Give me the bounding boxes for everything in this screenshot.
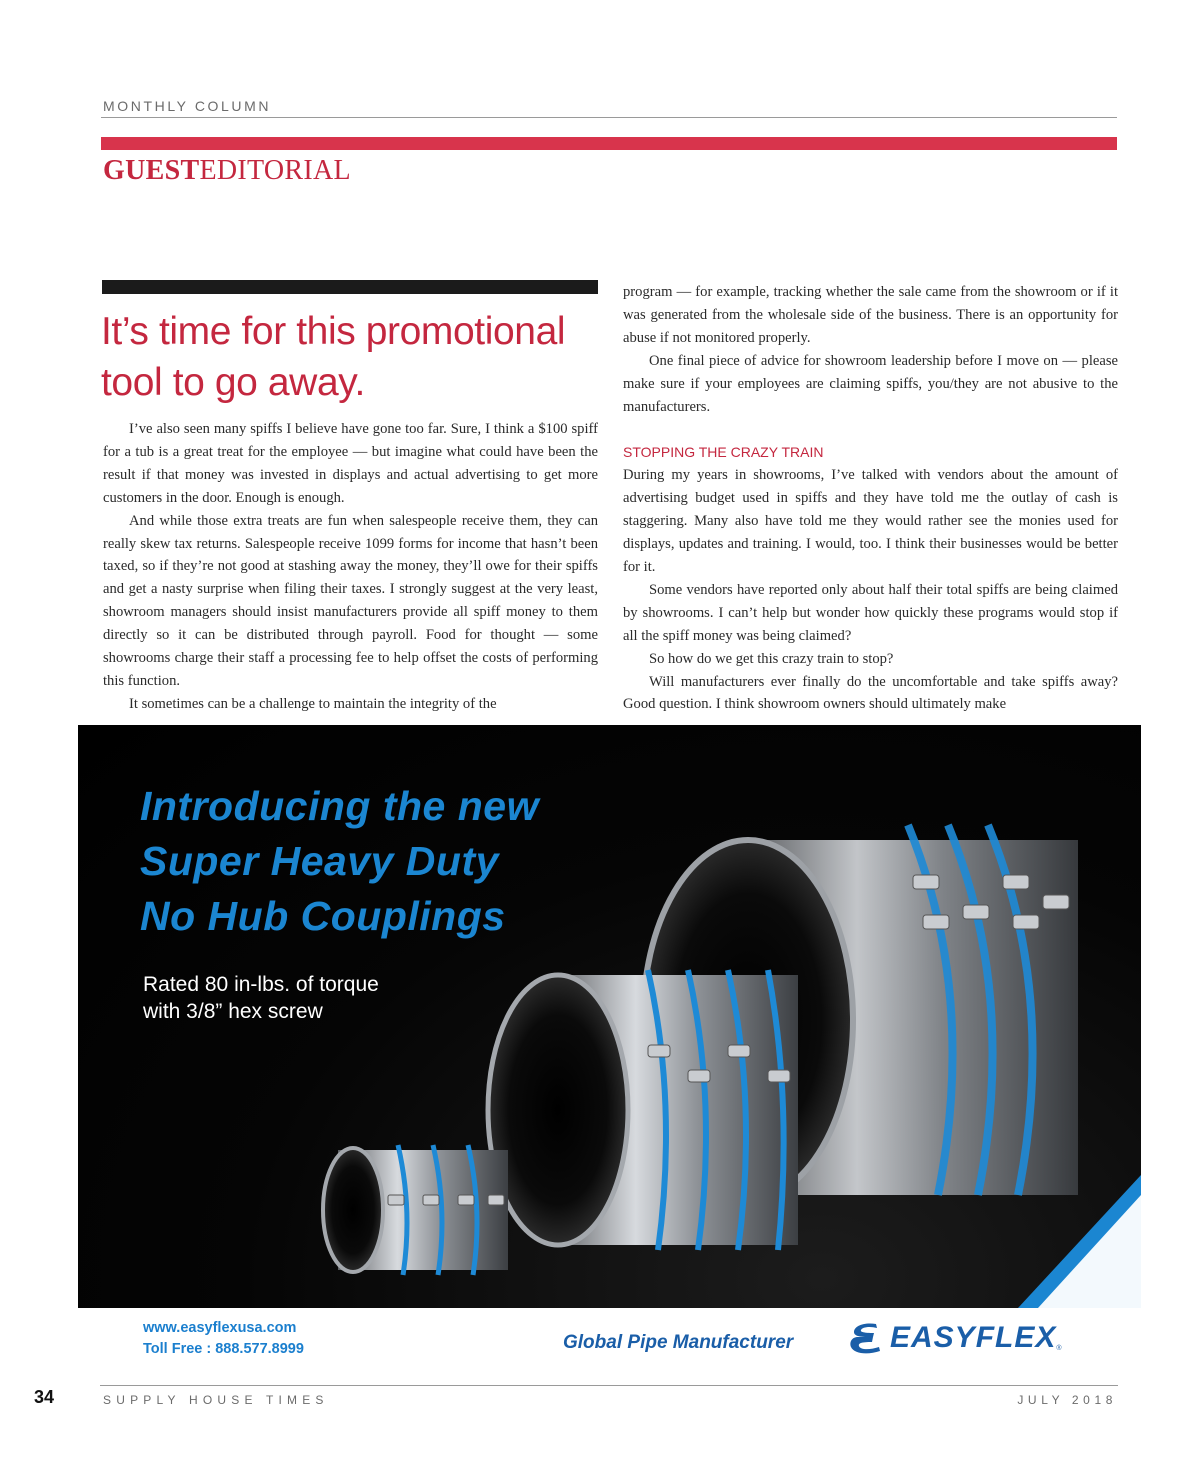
ad-subtitle-line: with 3/8” hex screw [143, 1000, 323, 1023]
ad-subtitle [143, 971, 379, 1025]
publication-name: SUPPLY HOUSE TIMES [103, 1393, 329, 1407]
paragraph: It sometimes can be a challenge to maintain the integrity of the [129, 695, 497, 712]
paragraph: program — for example, tracking whether the sale came from the showroom or if it was generated from the wholesale side of the business. There is an opportunity for abuse if not monitored properly. [623, 284, 1118, 346]
paragraph: During my years in showrooms, I’ve talked with vendors about the amount of advertising budget used in spiffs and they have told me the outlay of cash is staggering. Many also have told me they would rather see the monies used for displays, updates and training. I would, too. I think their businesses would be better for it. [623, 467, 1118, 575]
ad-contact [143, 1318, 304, 1360]
advertisement-panel[interactable] [78, 725, 1141, 1308]
easyflex-logo [846, 1318, 1062, 1358]
paragraph: Some vendors have reported only about half their total spiffs are being claimed by showrooms. I can’t help but wonder how quickly these programs would stop if all the spiff money was being claimed? [623, 581, 1118, 644]
ad-website-link[interactable]: www.easyflexusa.com [143, 1320, 297, 1336]
brand-name: EASYFLEX [890, 1321, 1057, 1354]
ad-phone: Toll Free : 888.577.8999 [143, 1341, 304, 1357]
paragraph: I’ve also seen many spiffs I believe have gone too far. Sure, I think a $100 spiff for a tub is a great treat for the employee — but imagine what could have been the result if that money was invested in displays and actual advertising to get more customers in the door. Enough is enough. [103, 421, 598, 506]
paragraph: One final piece of advice for showroom leadership before I move on — please make sure if your employees are claiming spiffs, you/they are not abusive to the manufacturers. [623, 352, 1118, 415]
small-coupling [323, 1145, 508, 1275]
ad-title-line: No Hub Couplings [140, 893, 506, 939]
footer-rule [100, 1385, 1118, 1386]
ad-tagline: Global Pipe Manufacturer [563, 1332, 794, 1353]
headline-bar [102, 280, 598, 294]
registered-mark: ® [1056, 1345, 1062, 1352]
easyflex-mark-icon [846, 1318, 886, 1358]
column-kicker: MONTHLY COLUMN [103, 98, 272, 114]
paragraph: Will manufacturers ever finally do the uncomfortable and take spiffs away? Good question. I think showroom owners should ultimately make [623, 673, 1118, 713]
section-heading-bold: GUEST [103, 155, 200, 186]
article-column-left [103, 418, 598, 714]
issue-date: JULY 2018 [1017, 1393, 1117, 1407]
medium-coupling [488, 970, 798, 1250]
kicker-rule [101, 117, 1117, 118]
page-number: 34 [34, 1387, 55, 1407]
red-banner-rule [101, 137, 1117, 150]
section-heading-light: EDITORIAL [199, 155, 351, 186]
ad-title-line: Introducing the new [140, 783, 539, 829]
paragraph: And while those extra treats are fun when salespeople receive them, they can really skew tax returns. Salespeople receive 1099 forms for income that hasn’t been taxed, so if they’re not good at stashing away the money, they’ll owe for their spiffs and get a nasty surprise when filing their taxes. I strongly suggest at the very least, showroom managers should insist manufacturers provide all spiff money to them directly so it can be distributed through payroll. Food for thought — some showrooms charge their staff a processing fee to help offset the costs of performing this function. [103, 512, 598, 689]
article-subhead: STOPPING THE CRAZY TRAIN [623, 444, 824, 461]
paragraph: So how do we get this crazy train to stop? [649, 650, 894, 667]
ad-title [140, 779, 539, 944]
section-heading [103, 155, 351, 187]
article-headline: It’s time for this promotional tool to go away. [101, 310, 566, 404]
ad-title-line: Super Heavy Duty [140, 838, 499, 884]
article-column-right [623, 281, 1118, 714]
ad-subtitle-line: Rated 80 in-lbs. of torque [143, 973, 379, 996]
